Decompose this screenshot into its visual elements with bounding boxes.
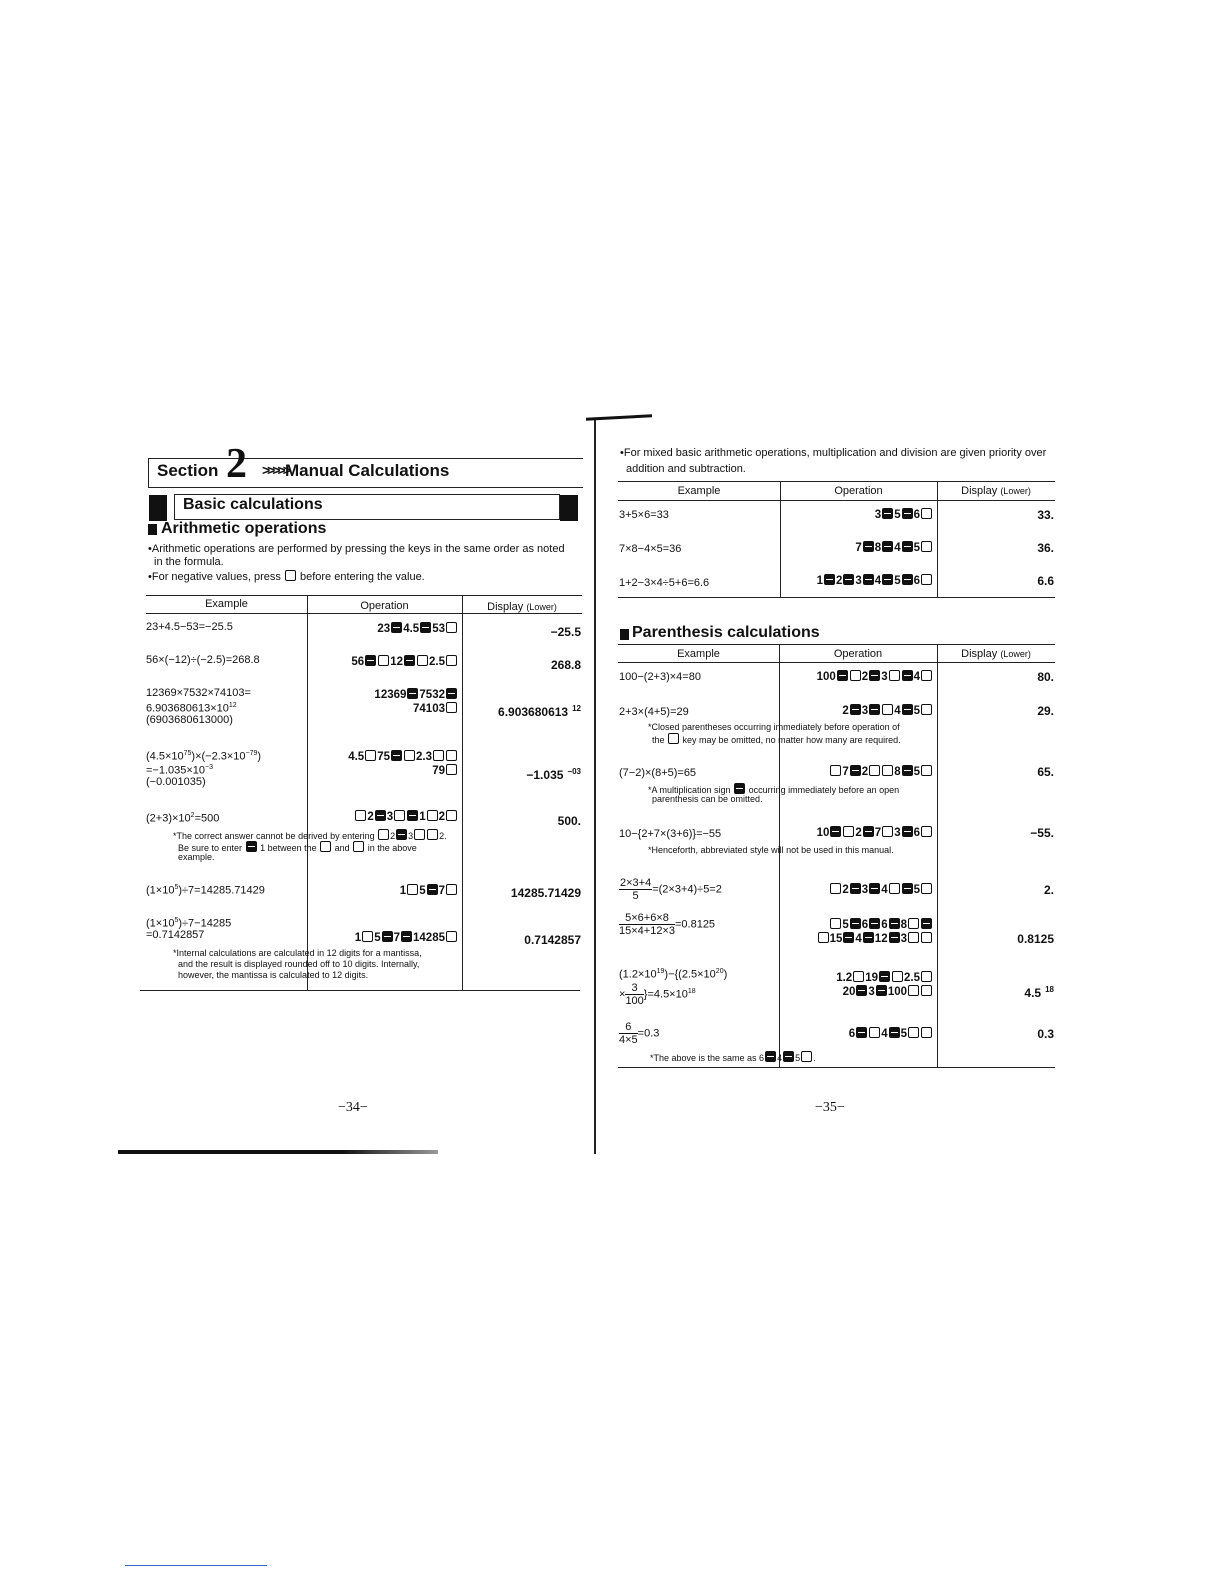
tableA-bottom-line (618, 597, 1055, 598)
b6-display: 0.8125 (1017, 932, 1054, 946)
tableB-th-display: Display (Lower) (961, 648, 1031, 660)
row3-example-line3: (6903680613000) (146, 714, 233, 726)
table-top-line (146, 595, 582, 596)
row2-display: 268.8 (550, 658, 581, 672)
a3-operation: 1 2 3 4 5 6 (783, 574, 933, 588)
row5-operation: 2 3 1 2 (310, 810, 458, 824)
tableA-col-line-1 (780, 481, 781, 597)
b1-operation: 100 2 3 4 (782, 670, 933, 684)
b4-operation: 10 2 7 3 6 (782, 826, 933, 840)
heading-parenthesis: Parenthesis calculations (632, 624, 820, 641)
b4-note: *Henceforth, abbreviated style will not be used in this manual. (648, 845, 894, 855)
row7-example-line2: =0.7142857 (146, 929, 205, 941)
row5-note-line2: Be sure to enter 1 between the and in the above (178, 843, 417, 853)
b3-note-line1: *A multiplication sign occurring immediately before an open (648, 785, 900, 795)
row4-example-line1: $(4.5\times 10^{75})\times(-2.3\times 10^{-79})$ (146, 750, 262, 763)
tableA-th-example: Example (677, 485, 721, 497)
row7-note-line2: and the result is displayed rounded off to 10 digits. Internally, (178, 959, 420, 969)
negative-key-icon (285, 570, 296, 581)
b6-example: $\frac{5\times 6+6\times 8}{15\times 4+12\times 3}$ =0.8125 (619, 912, 716, 937)
bullet1-line2: in the formula. (154, 556, 224, 568)
intro-line2: addition and subtraction. (626, 463, 746, 475)
row1-display: −25.5 (550, 625, 581, 639)
section-title: Manual Calculations (285, 461, 450, 480)
section-number: 2 (226, 441, 247, 487)
b3-example: (7−2)×(8+5)=65 (619, 767, 697, 779)
b4-display: −55. (1030, 826, 1054, 840)
subsection-title: Basic calculations (183, 496, 323, 513)
row5-display: 500. (557, 814, 581, 828)
b2-operation: 2 3 4 5 (782, 704, 933, 718)
row5-note-line1: *The correct answer cannot be derived by entering 2 3 2. (173, 831, 447, 841)
link-underline (125, 1565, 267, 1566)
page-number-right: −35− (815, 1100, 845, 1115)
b1-example: 100−(2+3)×4=80 (619, 671, 701, 683)
b2-display: 29. (1037, 704, 1054, 718)
b8-example: $\frac{6}{4\times 5}$ =0.3 (619, 1021, 660, 1046)
section-label: Section (157, 461, 219, 480)
bullet2 (148, 570, 425, 585)
a1-example: 3+5×6=33 (619, 509, 669, 521)
a1-operation: 3 5 6 (783, 508, 933, 522)
row2-example: 56×(−12)÷(−2.5)=268.8 (146, 654, 260, 666)
b6-operation: 5 6 6 8 15 4 12 3 (782, 918, 933, 946)
b3-note-line2: parenthesis can be omitted. (652, 794, 763, 804)
heading-arithmetic: Arithmetic operations (161, 520, 327, 537)
row7-display: 0.7142857 (524, 933, 581, 947)
b2-note-line1: *Closed parentheses occurring immediately before operation of (648, 722, 900, 732)
chevrons-icon: >>>>> (262, 462, 288, 478)
row3-operation: 12369 7532 74103 (310, 688, 458, 716)
row7-note-line1: *Internal calculations are calculated in 12 digits for a mantissa, (173, 948, 422, 958)
row1-example: 23+4.5−53=−25.5 (146, 621, 233, 633)
row4-display: −1.035 $^{-03}$ (526, 767, 581, 782)
table-col-line-2 (462, 595, 463, 990)
row5-example: $(2+3)\times 10^2=500$ (146, 812, 220, 825)
row3-example-line2: $6.903680613\times 10^{12}$ (146, 702, 237, 715)
row6-display: 14285.71429 (510, 886, 581, 900)
b7-operation: 1.2 19 2.5 20 3 100 (782, 971, 933, 999)
subsection-marker-left (149, 495, 167, 521)
row1-operation: 23 4.5 53 (310, 622, 458, 636)
b8-display: 0.3 (1037, 1027, 1054, 1041)
tableA-top-line (618, 481, 1055, 482)
b5-operation: 2 3 4 5 (782, 883, 933, 897)
b3-operation: 7 2 8 5 (782, 765, 933, 779)
bullet2-post: before entering the value. (299, 571, 425, 583)
a3-example: 1+2−3×4÷5+6=6.6 (619, 577, 710, 589)
th-operation: Operation (360, 600, 409, 612)
a1-display: 33. (1037, 508, 1054, 522)
row6-example: $(1\times 10^5)\div 7=14285.71429$ (146, 884, 265, 897)
b7-example-line1: $(1.2\times 10^{19})-\{(2.5\times 10^{20})$ (619, 968, 728, 981)
b7-display: 4.5 $^{18}$ (1024, 985, 1054, 1000)
spine-line (594, 420, 596, 1154)
b1-display: 80. (1037, 670, 1054, 684)
tableB-th-operation: Operation (833, 648, 883, 660)
heading-bullet-right (620, 629, 629, 640)
b2-example: 2+3×(4+5)=29 (619, 706, 689, 718)
b5-example: $\frac{2\times 3+4}{5}$ =(2×3+4)÷5=2 (620, 877, 722, 902)
scan-edge-bar (118, 1150, 438, 1154)
row4-example-line3: (−0.001035) (146, 776, 206, 788)
subsection-marker-right (560, 495, 578, 521)
bullet2-pre: •For negative values, press (148, 571, 281, 583)
b5-display: 2. (1043, 883, 1054, 897)
row7-example-line1: $(1\times 10^5)\div 7-14285$ (146, 917, 232, 930)
row5-note-line3: example. (178, 852, 215, 862)
th-example: Example (205, 598, 248, 610)
b2-note-line2: the key may be omitted, no matter how many are required. (652, 735, 901, 745)
heading-bullet (148, 524, 157, 535)
tableB-bottom-line (618, 1067, 1055, 1068)
table-col-line-1 (307, 595, 308, 990)
b3-display: 65. (1037, 765, 1054, 779)
bullet1-line1: •Arithmetic operations are performed by pressing the keys in the same order as noted (148, 543, 565, 555)
row7-note-line3: however, the mantissa is calculated to 12 digits. (178, 970, 369, 980)
a2-display: 36. (1037, 541, 1054, 555)
table-bottom-line (140, 990, 580, 991)
a2-example: 7×8−4×5=36 (619, 543, 682, 555)
row4-operation: 4.5 75 2.3 79 (310, 750, 458, 778)
b8-note: *The above is the same as 6 4 5 . (650, 1053, 816, 1063)
th-display: Display (Lower) (487, 601, 557, 613)
table-header-line (146, 613, 582, 614)
row3-display: 6.903680613 $^{12}$ (498, 704, 581, 719)
intro-line1: •For mixed basic arithmetic operations, multiplication and division are given priority over (620, 447, 1047, 459)
row3-example-line1: 12369×7532×74103= (146, 687, 251, 699)
tableA-header-line (618, 500, 1055, 501)
a3-display: 6.6 (1037, 574, 1054, 588)
tableB-top-line (618, 644, 1055, 645)
row6-operation: 1 5 7 (310, 884, 458, 898)
b4-example: 10−{2+7×(3+6)}=−55 (619, 828, 722, 840)
row4-example-line2: $=-1.035\times 10^{-3}$ (146, 764, 214, 777)
a2-operation: 7 8 4 5 (783, 541, 933, 555)
b7-example-line2: × $\frac{3}{100}$ }$=4.5\times 10^{18}$ (619, 982, 696, 1007)
b8-operation: 6 4 5 (782, 1027, 933, 1041)
row2-operation: 56 12 2.5 (310, 655, 458, 669)
tableB-th-example: Example (677, 648, 720, 660)
page-number-left: −34− (338, 1100, 368, 1115)
tableA-th-display: Display (Lower) (961, 485, 1031, 497)
row7-operation: 1 5 7 14285 (310, 931, 458, 945)
tableB-header-line (618, 662, 1055, 663)
tableA-th-operation: Operation (834, 485, 883, 497)
